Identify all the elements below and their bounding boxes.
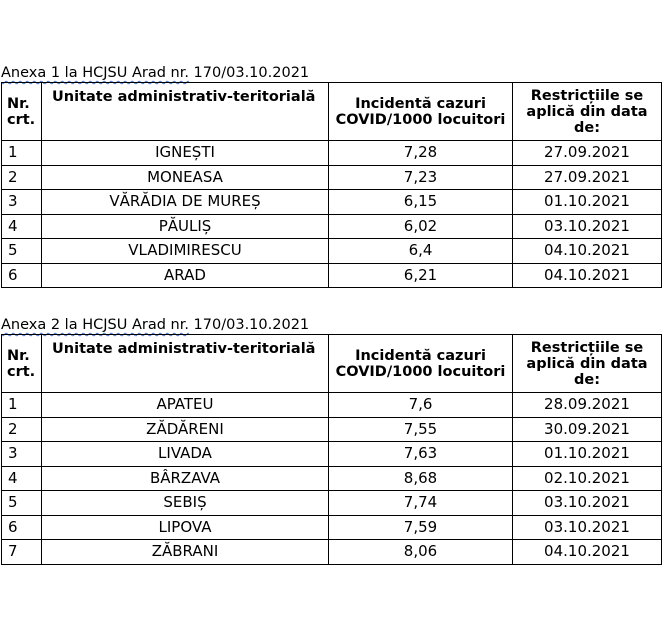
cell-date: 01.10.2021 bbox=[513, 190, 662, 215]
cell-date: 01.10.2021 bbox=[513, 442, 662, 467]
cell-nr: 7 bbox=[2, 540, 42, 565]
cell-unit: ARAD bbox=[42, 263, 329, 288]
cell-incidence: 7,74 bbox=[329, 491, 513, 516]
cell-incidence: 7,6 bbox=[329, 393, 513, 418]
cell-incidence: 8,68 bbox=[329, 466, 513, 491]
cell-nr: 1 bbox=[2, 141, 42, 166]
cell-incidence: 6,02 bbox=[329, 214, 513, 239]
header-unit: Unitate administrativ-teritorială bbox=[42, 335, 329, 393]
cell-date: 30.09.2021 bbox=[513, 417, 662, 442]
cell-nr: 2 bbox=[2, 165, 42, 190]
table-row bbox=[2, 214, 662, 239]
cell-nr: 4 bbox=[2, 466, 42, 491]
cell-incidence: 7,59 bbox=[329, 515, 513, 540]
annex1-caption-suffix: 170/03.10.2021 bbox=[188, 65, 310, 81]
header-incidence: Incidentă cazuri COVID/1000 locuitori bbox=[329, 83, 513, 141]
cell-unit: VĂRĂDIA DE MUREȘ bbox=[42, 190, 329, 215]
cell-nr: 3 bbox=[2, 442, 42, 467]
cell-incidence: 6,15 bbox=[329, 190, 513, 215]
cell-date: 04.10.2021 bbox=[513, 239, 662, 264]
annex2-caption-prefix: Anexa 2 la HCJSU Arad nr. bbox=[1, 317, 189, 333]
cell-unit: ZĂBRANI bbox=[42, 540, 329, 565]
table-row bbox=[2, 165, 662, 190]
annex2-table bbox=[1, 334, 662, 565]
annex2-table-body bbox=[2, 393, 662, 565]
cell-date: 03.10.2021 bbox=[513, 491, 662, 516]
cell-date: 27.09.2021 bbox=[513, 165, 662, 190]
table-row bbox=[2, 393, 662, 418]
annex2-caption-suffix: 170/03.10.2021 bbox=[188, 317, 310, 333]
cell-unit: BÂRZAVA bbox=[42, 466, 329, 491]
table-row bbox=[2, 491, 662, 516]
cell-nr: 5 bbox=[2, 491, 42, 516]
annex1-table bbox=[1, 82, 662, 288]
table-row bbox=[2, 190, 662, 215]
header-unit: Unitate administrativ-teritorială bbox=[42, 83, 329, 141]
cell-nr: 5 bbox=[2, 239, 42, 264]
header-date: Restricțiile se aplică din data de: bbox=[513, 335, 662, 393]
cell-unit: PĂULIȘ bbox=[42, 214, 329, 239]
cell-nr: 2 bbox=[2, 417, 42, 442]
table-row bbox=[2, 417, 662, 442]
cell-date: 02.10.2021 bbox=[513, 466, 662, 491]
header-nr: Nr. crt. bbox=[2, 335, 42, 393]
cell-unit: APATEU bbox=[42, 393, 329, 418]
cell-nr: 4 bbox=[2, 214, 42, 239]
table-row bbox=[2, 141, 662, 166]
cell-incidence: 7,63 bbox=[329, 442, 513, 467]
cell-incidence: 7,55 bbox=[329, 417, 513, 442]
cell-date: 03.10.2021 bbox=[513, 214, 662, 239]
cell-date: 03.10.2021 bbox=[513, 515, 662, 540]
header-nr: Nr. crt. bbox=[2, 83, 42, 141]
cell-date: 04.10.2021 bbox=[513, 263, 662, 288]
cell-incidence: 7,23 bbox=[329, 165, 513, 190]
cell-unit: MONEASA bbox=[42, 165, 329, 190]
cell-unit: ZĂDĂRENI bbox=[42, 417, 329, 442]
cell-nr: 6 bbox=[2, 515, 42, 540]
cell-unit: VLADIMIRESCU bbox=[42, 239, 329, 264]
cell-date: 28.09.2021 bbox=[513, 393, 662, 418]
table-row bbox=[2, 540, 662, 565]
cell-unit: LIVADA bbox=[42, 442, 329, 467]
annex1-caption bbox=[1, 64, 309, 82]
cell-incidence: 6,21 bbox=[329, 263, 513, 288]
table-row bbox=[2, 466, 662, 491]
header-incidence: Incidentă cazuri COVID/1000 locuitori bbox=[329, 335, 513, 393]
header-date: Restricțiile se aplică din data de: bbox=[513, 83, 662, 141]
cell-incidence: 8,06 bbox=[329, 540, 513, 565]
annex1-table-body bbox=[2, 141, 662, 288]
cell-nr: 6 bbox=[2, 263, 42, 288]
table-row bbox=[2, 515, 662, 540]
table-row bbox=[2, 442, 662, 467]
cell-nr: 1 bbox=[2, 393, 42, 418]
annex2-caption bbox=[1, 316, 309, 334]
cell-incidence: 6,4 bbox=[329, 239, 513, 264]
annex1-caption-prefix: Anexa 1 la HCJSU Arad nr. bbox=[1, 65, 189, 81]
table-row bbox=[2, 239, 662, 264]
cell-incidence: 7,28 bbox=[329, 141, 513, 166]
table-row bbox=[2, 263, 662, 288]
cell-date: 04.10.2021 bbox=[513, 540, 662, 565]
cell-nr: 3 bbox=[2, 190, 42, 215]
cell-unit: LIPOVA bbox=[42, 515, 329, 540]
cell-date: 27.09.2021 bbox=[513, 141, 662, 166]
cell-unit: SEBIȘ bbox=[42, 491, 329, 516]
cell-unit: IGNEȘTI bbox=[42, 141, 329, 166]
